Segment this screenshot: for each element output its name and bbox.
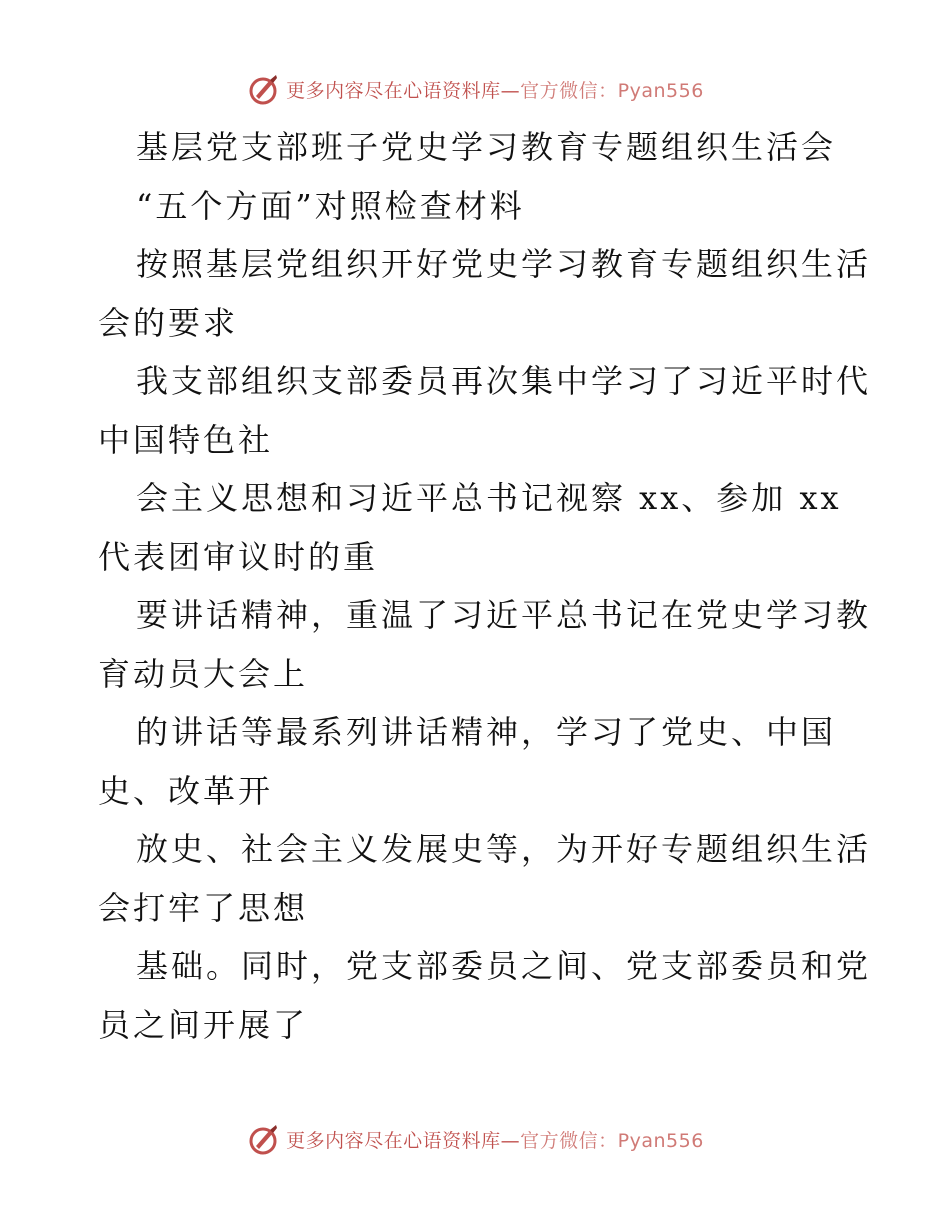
quill-pen-logo-icon: [246, 1122, 280, 1156]
banner-dash: —: [500, 1129, 521, 1152]
paragraph-line: 育动员大会上: [98, 654, 309, 693]
banner-dash: —: [500, 79, 521, 102]
paragraph-line: 放史、社会主义发展史等，为开好专题组织生活: [136, 830, 872, 868]
paragraph-line: 代表团审议时的重: [98, 537, 379, 576]
paragraph-line: 会打牢了思想: [98, 888, 309, 927]
paragraph-line: 会主义思想和习近平总书记视察 xx、参加 xx: [136, 479, 842, 517]
header-banner: [0, 72, 950, 106]
doc-title-line-1: 基层党支部班子党史学习教育专题组织生活会: [136, 128, 837, 166]
banner-text: [286, 1126, 704, 1153]
paragraph-line: 员之间开展了: [98, 1005, 309, 1044]
paragraph-line: 会的要求: [98, 303, 239, 342]
banner-main-text: 更多内容尽在心语资料库: [286, 79, 501, 102]
banner-wechat-text: 官方微信：Pyan556: [520, 79, 704, 102]
paragraph-line: 按照基层党组织开好党史学习教育专题组织生活: [136, 245, 872, 283]
doc-title-line-2: “五个方面”对照检查材料: [136, 186, 525, 225]
paragraph-line: 史、改革开: [98, 771, 274, 810]
document-body: [98, 118, 872, 1054]
paragraph-line: 我支部组织支部委员再次集中学习了习近平时代: [136, 362, 872, 400]
banner-wechat-text: 官方微信：Pyan556: [520, 1129, 704, 1152]
footer-banner: [0, 1122, 950, 1156]
banner-main-text: 更多内容尽在心语资料库: [286, 1129, 501, 1152]
paragraph-line: 要讲话精神，重温了习近平总书记在党史学习教: [136, 596, 872, 634]
paragraph-line: 的讲话等最系列讲话精神，学习了党史、中国: [136, 713, 837, 751]
paragraph-line: 基础。同时，党支部委员之间、党支部委员和党: [136, 947, 872, 985]
quill-pen-logo-icon: [246, 72, 280, 106]
paragraph-line: 中国特色社: [98, 420, 274, 459]
banner-text: [286, 76, 704, 103]
